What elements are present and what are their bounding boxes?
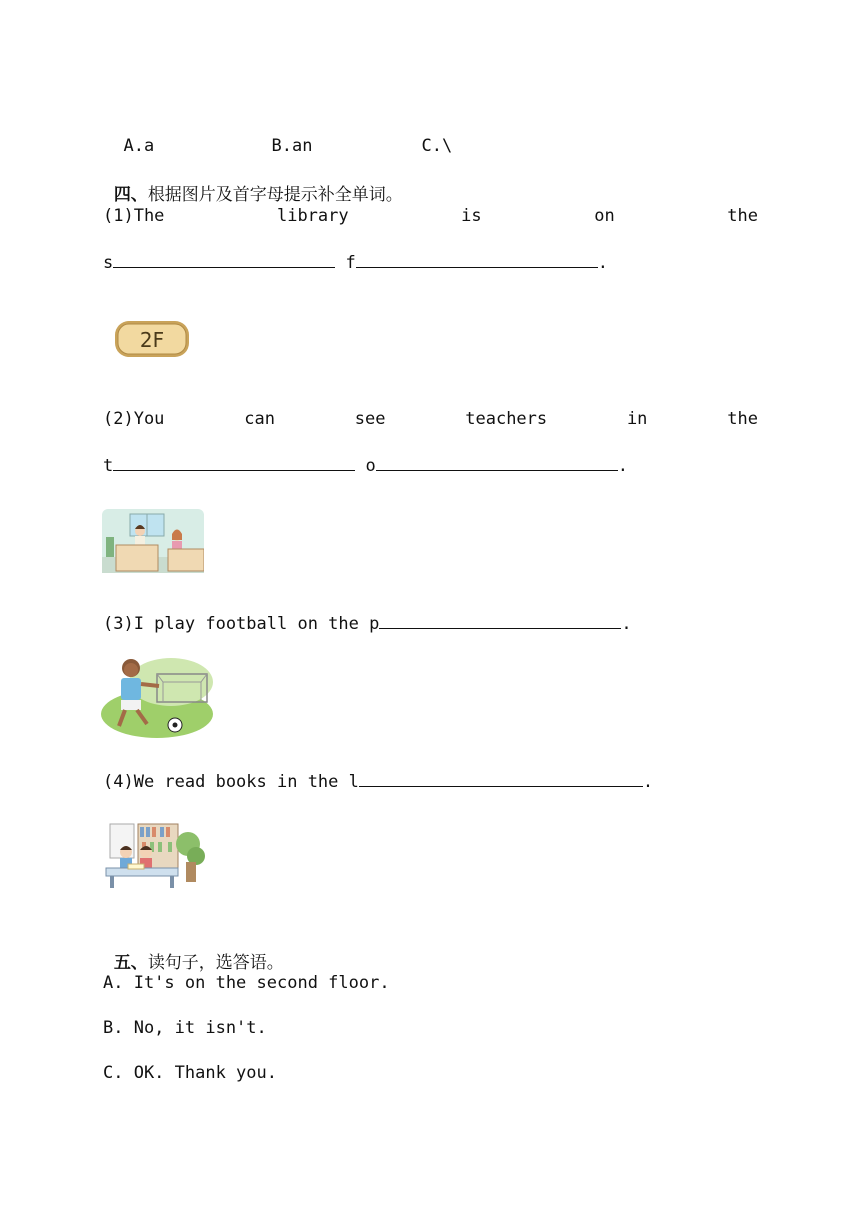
q4-line <box>103 770 653 792</box>
q2-hint-t: t <box>103 456 114 476</box>
q1-hint-s: s <box>103 253 114 273</box>
floor-sign-text: 2F <box>139 328 165 352</box>
q2-word: the <box>727 409 758 429</box>
answer-a: A. It's on the second floor. <box>103 973 390 993</box>
floor-sign-image <box>114 320 190 358</box>
q2-word: (2)You <box>103 409 165 429</box>
q4-blank[interactable] <box>359 770 643 787</box>
q2-line1 <box>103 409 758 429</box>
q2-blank-2[interactable] <box>376 454 618 471</box>
q1-blank-2[interactable] <box>356 251 598 268</box>
q1-word: on <box>594 206 615 226</box>
q1-hint-f: f <box>345 253 356 273</box>
teachers-office-image <box>102 509 204 573</box>
q4-period: . <box>642 772 654 792</box>
section-5-title: 读句子，选答语。 <box>147 953 284 973</box>
section-4-number: 四、 <box>113 185 148 205</box>
option-b: B.an <box>271 136 313 156</box>
option-c: C.\ <box>421 136 453 156</box>
q1-word: the <box>727 206 758 226</box>
q2-blank-1[interactable] <box>113 454 355 471</box>
q1-word: (1)The <box>103 206 165 226</box>
library-image <box>102 822 206 888</box>
q3-period: . <box>621 614 632 634</box>
q3-text: (3)I play football on the p <box>103 614 380 634</box>
q1-word: is <box>461 206 482 226</box>
q1-line1 <box>103 206 758 226</box>
q2-word: teachers <box>465 409 548 429</box>
q2-word: can <box>244 409 275 429</box>
section-4-heading <box>103 160 403 205</box>
q1-line2 <box>103 251 608 273</box>
section-4-title: 根据图片及首字母提示补全单词。 <box>147 185 403 205</box>
q1-word: library <box>276 206 349 226</box>
section-5-heading <box>103 928 284 973</box>
q2-hint-o: o <box>365 456 376 476</box>
q2-word: see <box>354 409 386 429</box>
answer-c: C. OK. Thank you. <box>103 1063 277 1083</box>
q3-blank[interactable] <box>379 612 621 629</box>
options-row <box>103 116 452 156</box>
option-a: A.a <box>123 136 155 156</box>
q3-line <box>103 612 632 634</box>
q2-word: in <box>626 409 648 429</box>
section-5-number: 五、 <box>113 953 148 973</box>
q1-blank-1[interactable] <box>113 251 335 268</box>
q1-period: . <box>597 253 608 273</box>
playground-football-image <box>101 656 213 738</box>
q2-period: . <box>617 456 628 476</box>
answer-b: B. No, it isn't. <box>103 1018 267 1038</box>
q2-line2 <box>103 454 628 476</box>
q4-text: (4)We read books in the l <box>103 772 359 792</box>
